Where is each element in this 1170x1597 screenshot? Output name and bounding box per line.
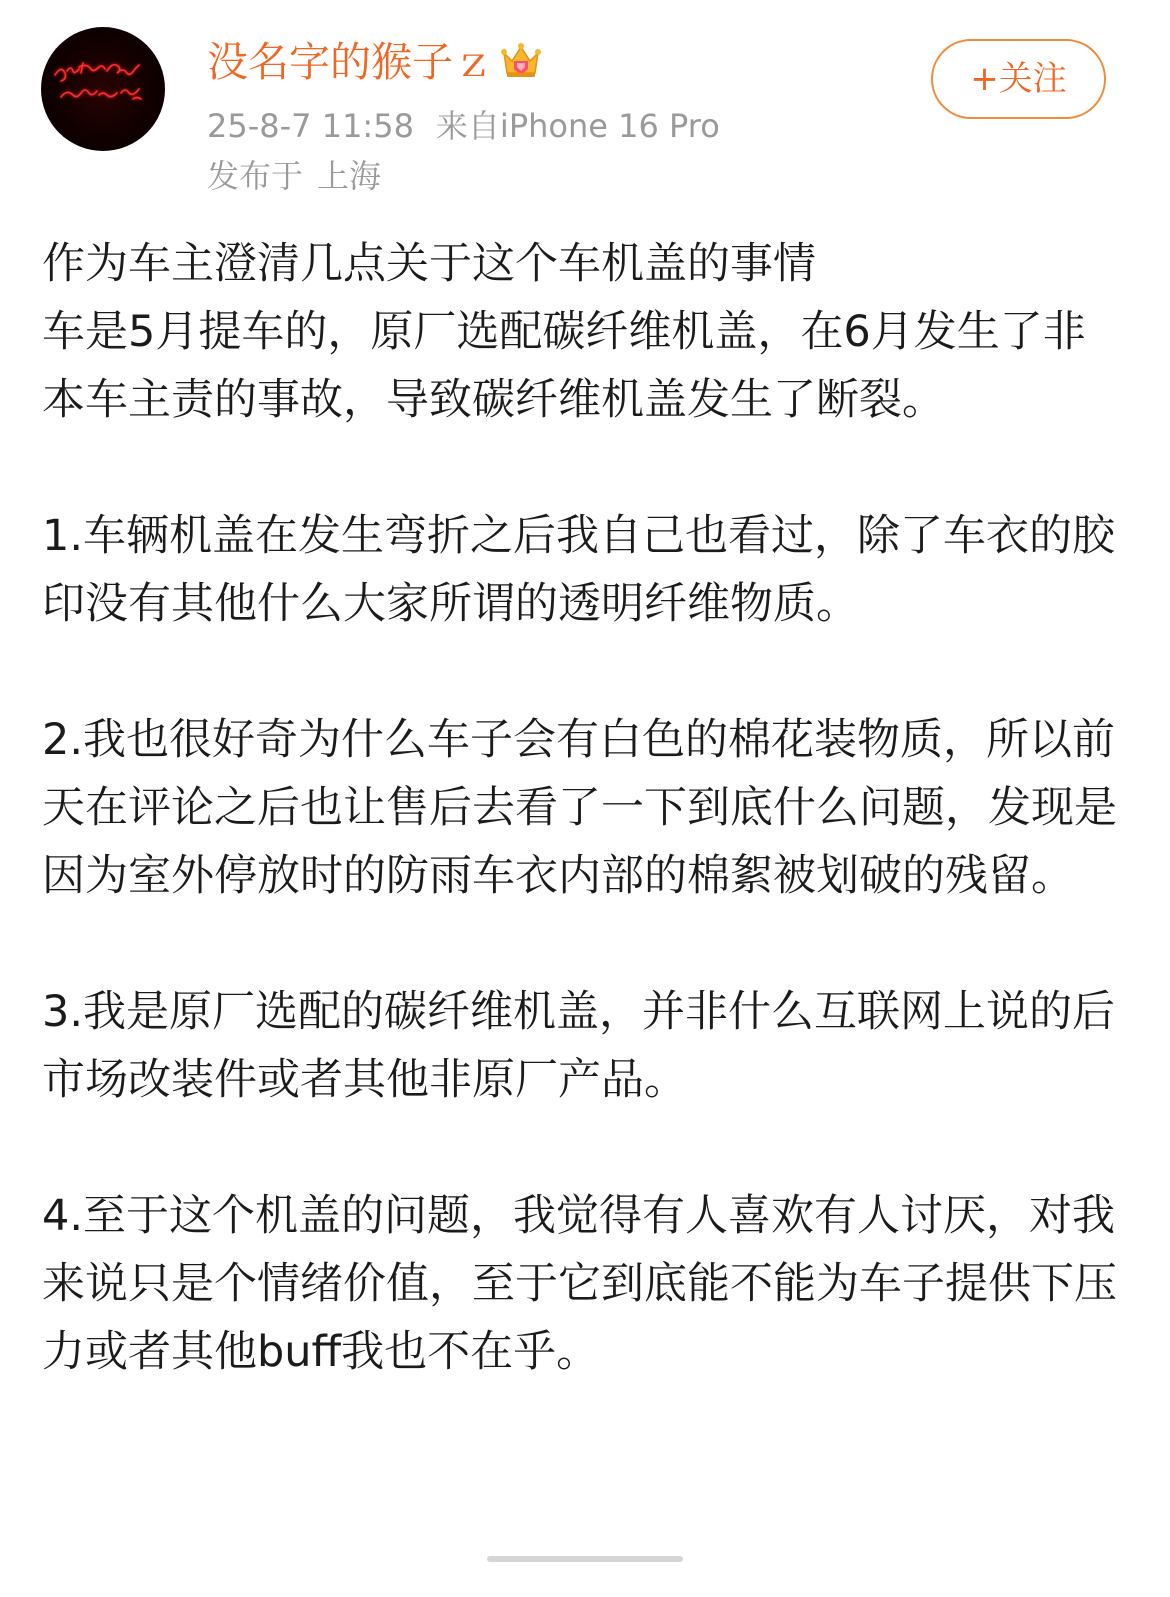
location-prefix: 发布于 bbox=[207, 157, 304, 195]
bottom-fade bbox=[0, 1540, 1170, 1597]
username[interactable] bbox=[207, 36, 544, 88]
post-body bbox=[42, 230, 1122, 1386]
post-paragraph: 作为车主澄清几点关于这个车机盖的事情 bbox=[42, 239, 816, 289]
post-location-row bbox=[207, 156, 381, 196]
home-indicator[interactable] bbox=[487, 1556, 683, 1562]
post-timestamp-row bbox=[207, 106, 720, 146]
username-text[interactable]: 没名字的猴子ｚ bbox=[207, 38, 494, 86]
follow-button[interactable]: +关注 bbox=[931, 39, 1106, 119]
post-paragraph: 2.我也很好奇为什么车子会有白色的棉花装物质，所以前天在评论之后也让售后去看了一下到底什么问题，发现是因为室外停放时的防雨车衣内部的棉絮被划破的残留。 bbox=[42, 715, 1117, 901]
post-paragraph: 4.至于这个机盖的问题，我觉得有人喜欢有人讨厌，对我来说只是个情绪价值，至于它到底能不能为车子提供下压力或者其他buff我也不在乎。 bbox=[42, 1191, 1117, 1377]
paragraph-spacer bbox=[42, 638, 1122, 706]
paragraph-spacer bbox=[42, 434, 1122, 502]
user-avatar[interactable] bbox=[41, 27, 165, 151]
post-time: 25-8-7 11:58 bbox=[207, 107, 414, 145]
crown-vip-icon[interactable] bbox=[498, 39, 544, 85]
post-paragraph: 3.我是原厂选配的碳纤维机盖，并非什么互联网上说的后市场改装件或者其他非原厂产品。 bbox=[42, 987, 1116, 1105]
neon-signature-avatar-icon bbox=[41, 27, 165, 151]
paragraph-spacer bbox=[42, 910, 1122, 978]
paragraph-spacer bbox=[42, 1114, 1122, 1182]
post-paragraph: 车是5月提车的，原厂选配碳纤维机盖，在6月发生了非本车主责的事故，导致碳纤维机盖发生了断裂。 bbox=[42, 307, 1086, 425]
post-location: 上海 bbox=[317, 157, 382, 195]
post-source: 来自iPhone 16 Pro bbox=[435, 107, 720, 145]
post-header bbox=[0, 0, 1170, 210]
post-paragraph: 1.车辆机盖在发生弯折之后我自己也看过，除了车衣的胶印没有其他什么大家所谓的透明纤维物质。 bbox=[42, 511, 1116, 629]
